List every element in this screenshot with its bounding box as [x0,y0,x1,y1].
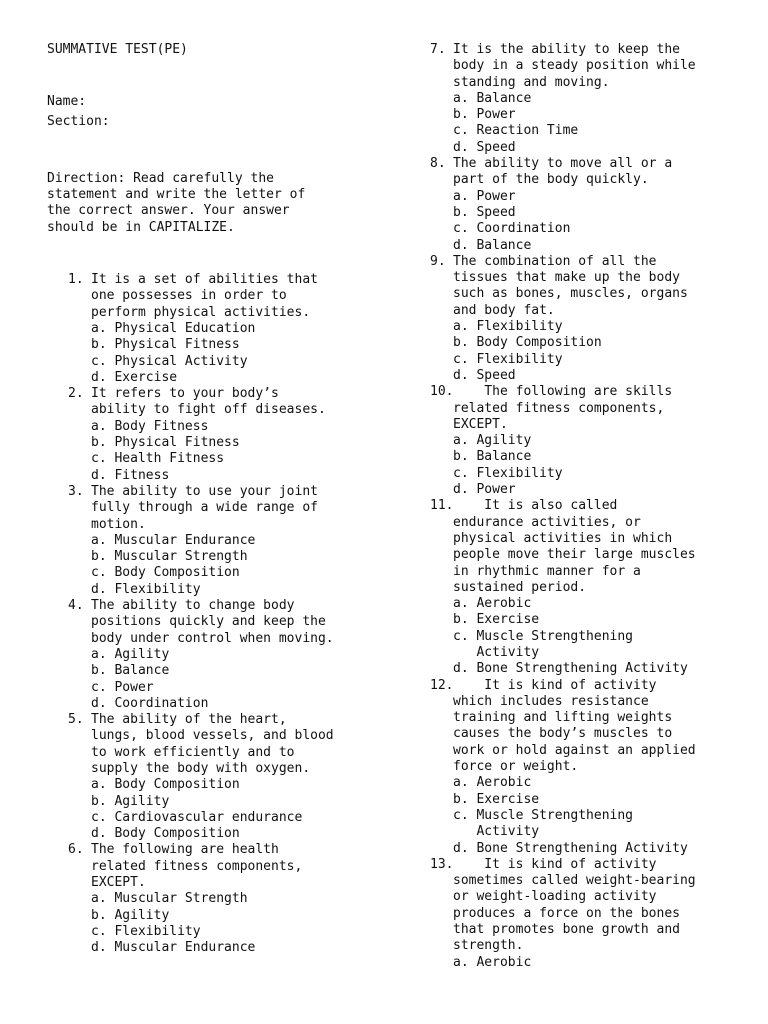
answer-option: d. Body Composition [91,826,240,842]
answer-option: d. Speed [453,139,516,155]
question-item [68,842,377,956]
question-text-line: people move their large muscles [453,547,696,563]
answer-option: d. Fitness [91,467,170,483]
question-item [68,484,377,598]
question-text-line: work or hold against an applied [453,742,696,758]
question-text-line: lungs, blood vessels, and blood [91,728,334,744]
question-text-line: It refers to your body’s [91,386,279,402]
answer-option: c. Physical Activity [91,353,248,369]
question-text-line: The ability of the heart, [91,712,287,728]
question-body [91,712,377,842]
answer-option: c. Cardiovascular endurance [91,809,303,825]
answer-option: d. Bone Strengthening Activity [453,840,688,856]
question-number: 13. [430,856,454,872]
answer-option: b. Balance [91,663,170,679]
question-item [430,498,750,677]
question-text-line: fully through a wide range of [91,500,318,516]
question-text-line: sustained period. [453,579,587,595]
question-text-line: sometimes called weight-bearing [453,873,696,889]
question-text-line: in rhythmic manner for a [453,563,641,579]
answer-option: c. Flexibility [453,351,563,367]
answer-option: Activity [453,644,540,660]
answer-option: b. Body Composition [453,335,602,351]
question-text-line: or weight-loading activity [453,889,657,905]
answer-option: b. Power [453,107,516,123]
answer-option: b. Exercise [453,612,540,628]
answer-option: a. Power [453,188,516,204]
question-body [91,598,377,712]
answer-option: a. Agility [91,646,170,662]
right-column [430,42,750,971]
test-title: SUMMATIVE TEST(PE) [47,42,188,57]
answer-option: d. Muscular Endurance [91,940,256,956]
question-text-line: produces a force on the bones [453,905,680,921]
direction-line: should be in CAPITALIZE. [47,219,235,235]
answer-option: a. Aerobic [453,775,532,791]
question-body [453,156,750,254]
question-number: 1. [68,272,84,288]
answer-option: a. Muscular Strength [91,891,248,907]
answer-option: b. Muscular Strength [91,549,248,565]
question-list-right [430,42,750,971]
direction-line: statement and write the letter of [47,187,306,203]
question-text-line: It is the ability to keep the [453,42,680,57]
question-text-line: body under control when moving. [91,630,334,646]
question-body [453,857,750,971]
question-text-line: EXCEPT. [453,416,508,432]
question-item [68,712,377,842]
question-text-line: The ability to change body [91,598,295,614]
question-body [91,842,377,956]
question-item [430,384,750,498]
question-text-line: positions quickly and keep the [91,614,326,630]
question-number: 11. [430,498,454,514]
question-number: 8. [430,156,446,172]
answer-option: b. Agility [91,907,170,923]
question-item [68,272,377,386]
answer-option: c. Health Fitness [91,451,225,467]
question-text-line: force or weight. [453,759,579,775]
question-text-line: causes the body’s muscles to [453,726,673,742]
answer-option: Activity [453,824,540,840]
answer-option: d. Bone Strengthening Activity [453,661,688,677]
answer-option: a. Balance [453,90,532,106]
question-number: 4. [68,598,84,614]
answer-option: b. Balance [453,449,532,465]
answer-option: a. Physical Education [91,320,256,336]
answer-option: a. Flexibility [453,319,563,335]
answer-option: c. Power [91,679,154,695]
question-text-line: It is kind of activity [453,856,657,872]
question-body [453,678,750,857]
answer-option: b. Physical Fitness [91,435,240,451]
question-item [68,386,377,484]
question-number: 2. [68,386,84,402]
question-text-line: that promotes bone growth and [453,922,680,938]
question-text-line: ability to fight off diseases. [91,402,326,418]
direction-text [47,171,377,236]
question-list-left [68,272,377,956]
question-text-line: It is kind of activity [453,677,657,693]
question-text-line: physical activities in which [453,530,673,546]
question-number: 9. [430,253,446,269]
answer-option: a. Muscular Endurance [91,532,256,548]
question-text-line: It is also called [453,498,618,514]
question-body [453,42,750,156]
left-column [47,42,377,957]
question-text-line: strength. [453,938,524,954]
question-text-line: standing and moving. [453,74,610,90]
question-text-line: motion. [91,516,146,532]
question-body [91,484,377,598]
answer-option: b. Agility [91,793,170,809]
question-text-line: The ability to use your joint [91,483,318,499]
direction-line: Direction: Read carefully the [47,170,274,186]
question-text-line: training and lifting weights [453,710,673,726]
question-number: 5. [68,712,84,728]
question-text-line: supply the body with oxygen. [91,760,311,776]
question-number: 12. [430,677,454,693]
answer-option: c. Flexibility [453,465,563,481]
question-text-line: body in a steady position while [453,58,696,74]
question-item [430,678,750,857]
question-text-line: to work efficiently and to [91,744,295,760]
answer-option: d. Speed [453,367,516,383]
answer-option: c. Flexibility [91,923,201,939]
question-text-line: The following are skills [453,384,673,400]
question-number: 10. [430,384,454,400]
question-item [430,857,750,971]
question-body [453,384,750,498]
answer-option: a. Body Fitness [91,418,209,434]
question-number: 6. [68,842,84,858]
question-body [453,498,750,677]
question-text-line: The following are health [91,842,279,858]
answer-option: d. Exercise [91,369,178,385]
answer-option: b. Exercise [453,791,540,807]
answer-option: b. Physical Fitness [91,337,240,353]
question-text-line: The ability to move all or a [453,156,673,172]
answer-option: c. Reaction Time [453,123,579,139]
question-body [91,272,377,386]
question-item [430,156,750,254]
answer-option: d. Power [453,482,516,498]
question-text-line: tissues that make up the body [453,270,680,286]
question-number: 7. [430,42,446,57]
question-number: 3. [68,483,84,499]
answer-option: c. Muscle Strengthening [453,628,634,644]
question-body [91,386,377,484]
question-item [430,254,750,384]
answer-option: b. Speed [453,204,516,220]
answer-option: d. Coordination [91,695,209,711]
answer-option: c. Coordination [453,221,571,237]
question-text-line: one possesses in order to [91,288,287,304]
question-item [430,42,750,156]
direction-line: the correct answer. Your answer [47,203,290,219]
question-text-line: which includes resistance [453,693,649,709]
question-body [453,254,750,384]
question-text-line: part of the body quickly. [453,172,649,188]
answer-option: d. Flexibility [91,581,201,597]
answer-option: a. Aerobic [453,596,532,612]
question-text-line: related fitness components, [91,858,303,874]
question-text-line: It is a set of abilities that [91,272,318,288]
question-text-line: related fitness components, [453,400,665,416]
question-text-line: perform physical activities. [91,304,311,320]
name-label: Name: [47,94,87,110]
answer-option: a. Aerobic [453,954,532,970]
answer-option: a. Agility [453,433,532,449]
answer-option: a. Body Composition [91,777,240,793]
question-text-line: and body fat. [453,302,555,318]
question-text-line: endurance activities, or [453,514,641,530]
section-label: Section: [47,113,110,129]
question-text-line: The combination of all the [453,253,657,269]
question-item [68,598,377,712]
answer-option: c. Muscle Strengthening [453,807,634,823]
question-text-line: EXCEPT. [91,875,146,891]
answer-option: c. Body Composition [91,565,240,581]
question-text-line: such as bones, muscles, organs [453,286,688,302]
answer-option: d. Balance [453,237,532,253]
